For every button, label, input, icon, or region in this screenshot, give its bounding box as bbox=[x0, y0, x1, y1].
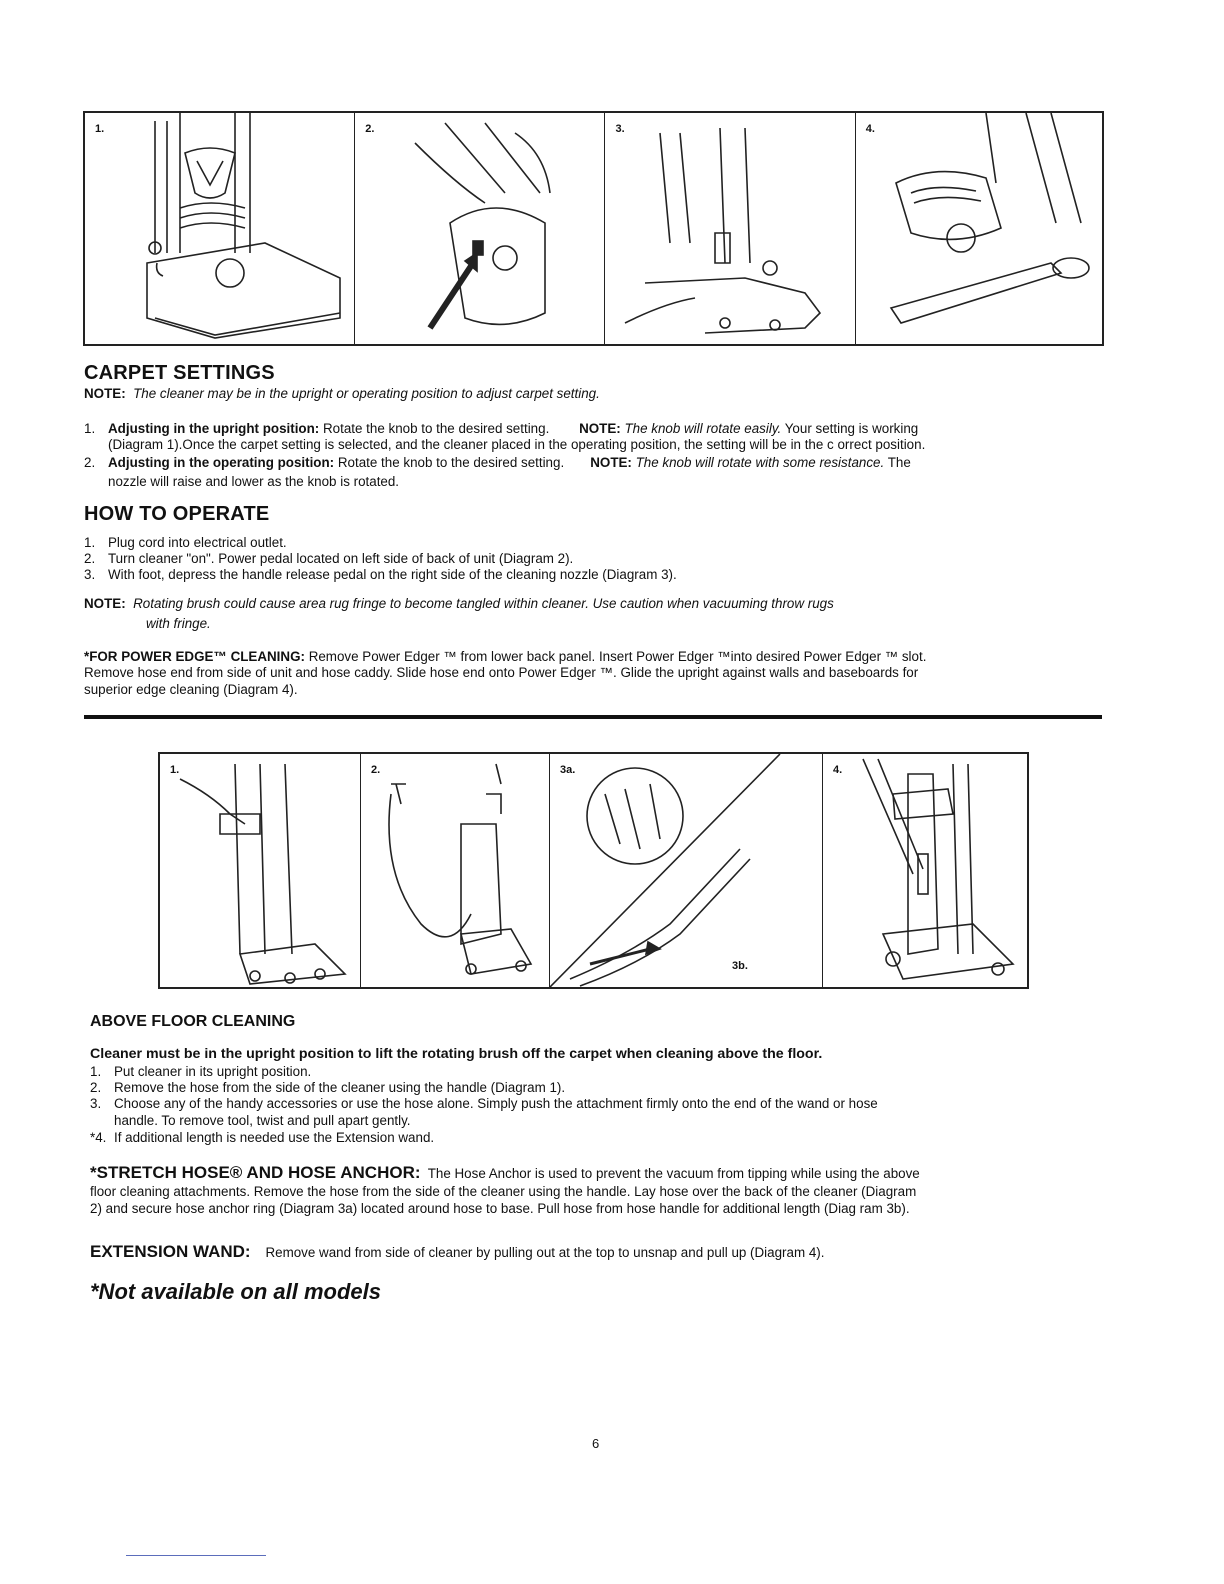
diagram-hose-over-back bbox=[360, 754, 549, 987]
not-available-note: *Not available on all models bbox=[90, 1279, 381, 1304]
diagram-label-3b: 3b. bbox=[732, 960, 748, 972]
note-text: The cleaner may be in the upright or operating position to adjust carpet setting. bbox=[133, 386, 600, 401]
power-edge-line-3: superior edge cleaning (Diagram 4). bbox=[84, 682, 298, 697]
operate-step-3: 3. With foot, depress the handle release pedal on the right side of the cleaning nozzle (Diagram 3). bbox=[84, 567, 677, 582]
above-step-1: 1. Put cleaner in its upright position. bbox=[90, 1064, 312, 1079]
above-step-3: 3. Choose any of the handy accessories or use the hose alone. Simply push the attachment firmly onto the end of the wand or hose bbox=[90, 1096, 878, 1111]
diagram-label: 1. bbox=[95, 123, 105, 135]
operate-step-1: 1. Plug cord into electrical outlet. bbox=[84, 535, 287, 550]
diagram-remove-hose bbox=[160, 754, 360, 987]
power-pedal-illustration bbox=[355, 113, 604, 344]
operate-step-2: 2. Turn cleaner "on". Power pedal located on left side of back of unit (Diagram 2). bbox=[84, 551, 574, 566]
diagram-label: 3a. bbox=[560, 764, 576, 776]
footer-rule bbox=[126, 1555, 266, 1556]
operate-note-cont: with fringe. bbox=[146, 616, 211, 631]
diagram-label: 1. bbox=[170, 764, 180, 776]
diagram-label: 3. bbox=[615, 123, 625, 135]
note-label: NOTE: bbox=[84, 386, 126, 401]
hose-over-back-illustration bbox=[361, 754, 549, 987]
power-edger-illustration bbox=[856, 113, 1102, 344]
diagram-label: 2. bbox=[371, 764, 381, 776]
operate-note: NOTE: Rotating brush could cause area rug fringe to become tangled within cleaner. Use caution when vacuuming throw rugs bbox=[84, 596, 834, 611]
extension-wand-illustration bbox=[823, 754, 1026, 987]
remove-hose-illustration bbox=[160, 754, 360, 987]
above-step-2: 2. Remove the hose from the side of the cleaner using the handle (Diagram 1). bbox=[90, 1080, 566, 1095]
diagram-label: 4. bbox=[865, 123, 875, 135]
carpet-item-1-cont: (Diagram 1).Once the carpet setting is selected, and the cleaner placed in the operating position, the setting will be in the c orrect position. bbox=[108, 437, 926, 452]
above-floor-heading: ABOVE FLOOR CLEANING bbox=[90, 1013, 296, 1030]
diagram-label: 2. bbox=[365, 123, 375, 135]
handle-release-illustration bbox=[605, 113, 854, 344]
diagram-power-edger bbox=[855, 113, 1102, 344]
how-to-operate-heading: HOW TO OPERATE bbox=[84, 503, 270, 525]
carpet-item-2: 2. Adjusting in the operating position: Rotate the knob to the desired setting. NOTE: The knob will rotate with some resistance. The bbox=[84, 455, 911, 470]
carpet-item-1: 1. Adjusting in the upright position: Rotate the knob to the desired setting. NOTE: The knob will rotate easily. Your setting is working bbox=[84, 421, 919, 436]
above-step-3-cont: handle. To remove tool, twist and pull apart gently. bbox=[114, 1113, 411, 1128]
above-step-4: *4. If additional length is needed use the Extension wand. bbox=[90, 1130, 435, 1145]
bottom-diagram-strip bbox=[158, 752, 1029, 989]
diagram-extension-wand bbox=[822, 754, 1026, 987]
carpet-item-2-cont: nozzle will raise and lower as the knob is rotated. bbox=[108, 474, 400, 489]
diagram-hose-anchor bbox=[549, 754, 822, 987]
carpet-note bbox=[84, 386, 600, 402]
hose-anchor-illustration bbox=[550, 754, 822, 987]
top-diagram-strip bbox=[83, 111, 1104, 346]
stretch-hose-line-1: *STRETCH HOSE® AND HOSE ANCHOR: The Hose Anchor is used to prevent the vacuum from tipping while using the above bbox=[90, 1163, 920, 1182]
diagram-power-pedal bbox=[354, 113, 604, 344]
carpet-settings-heading: CARPET SETTINGS bbox=[84, 362, 275, 384]
diagram-upright-knob bbox=[85, 113, 354, 344]
section-divider bbox=[84, 715, 1102, 719]
above-floor-bold-line: Cleaner must be in the upright position to lift the rotating brush off the carpet when cleaning above the floor. bbox=[90, 1046, 823, 1062]
power-edge-line-1: *FOR POWER EDGE™ CLEANING: Remove Power Edger ™ from lower back panel. Insert Power Edger ™into desired Power Edger ™ slot. bbox=[84, 649, 927, 664]
diagram-handle-release bbox=[604, 113, 854, 344]
power-edge-line-2: Remove hose end from side of unit and hose caddy. Slide hose end onto Power Edger ™. Glide the upright against walls and baseboards for bbox=[84, 665, 919, 680]
extension-wand-line: EXTENSION WAND: Remove wand from side of cleaner by pulling out at the top to unsnap and pull up (Diagram 4). bbox=[90, 1242, 825, 1261]
page-number: 6 bbox=[592, 1436, 600, 1451]
stretch-hose-line-3: 2) and secure hose anchor ring (Diagram 3a) located around hose to base. Pull hose from hose handle for additional length (Diag ram 3b). bbox=[90, 1201, 910, 1216]
stretch-hose-line-2: floor cleaning attachments. Remove the hose from the side of the cleaner using the handle. Lay hose over the back of the cleaner (Diagram bbox=[90, 1184, 917, 1199]
diagram-label: 4. bbox=[833, 764, 843, 776]
vacuum-upright-illustration bbox=[85, 113, 354, 344]
